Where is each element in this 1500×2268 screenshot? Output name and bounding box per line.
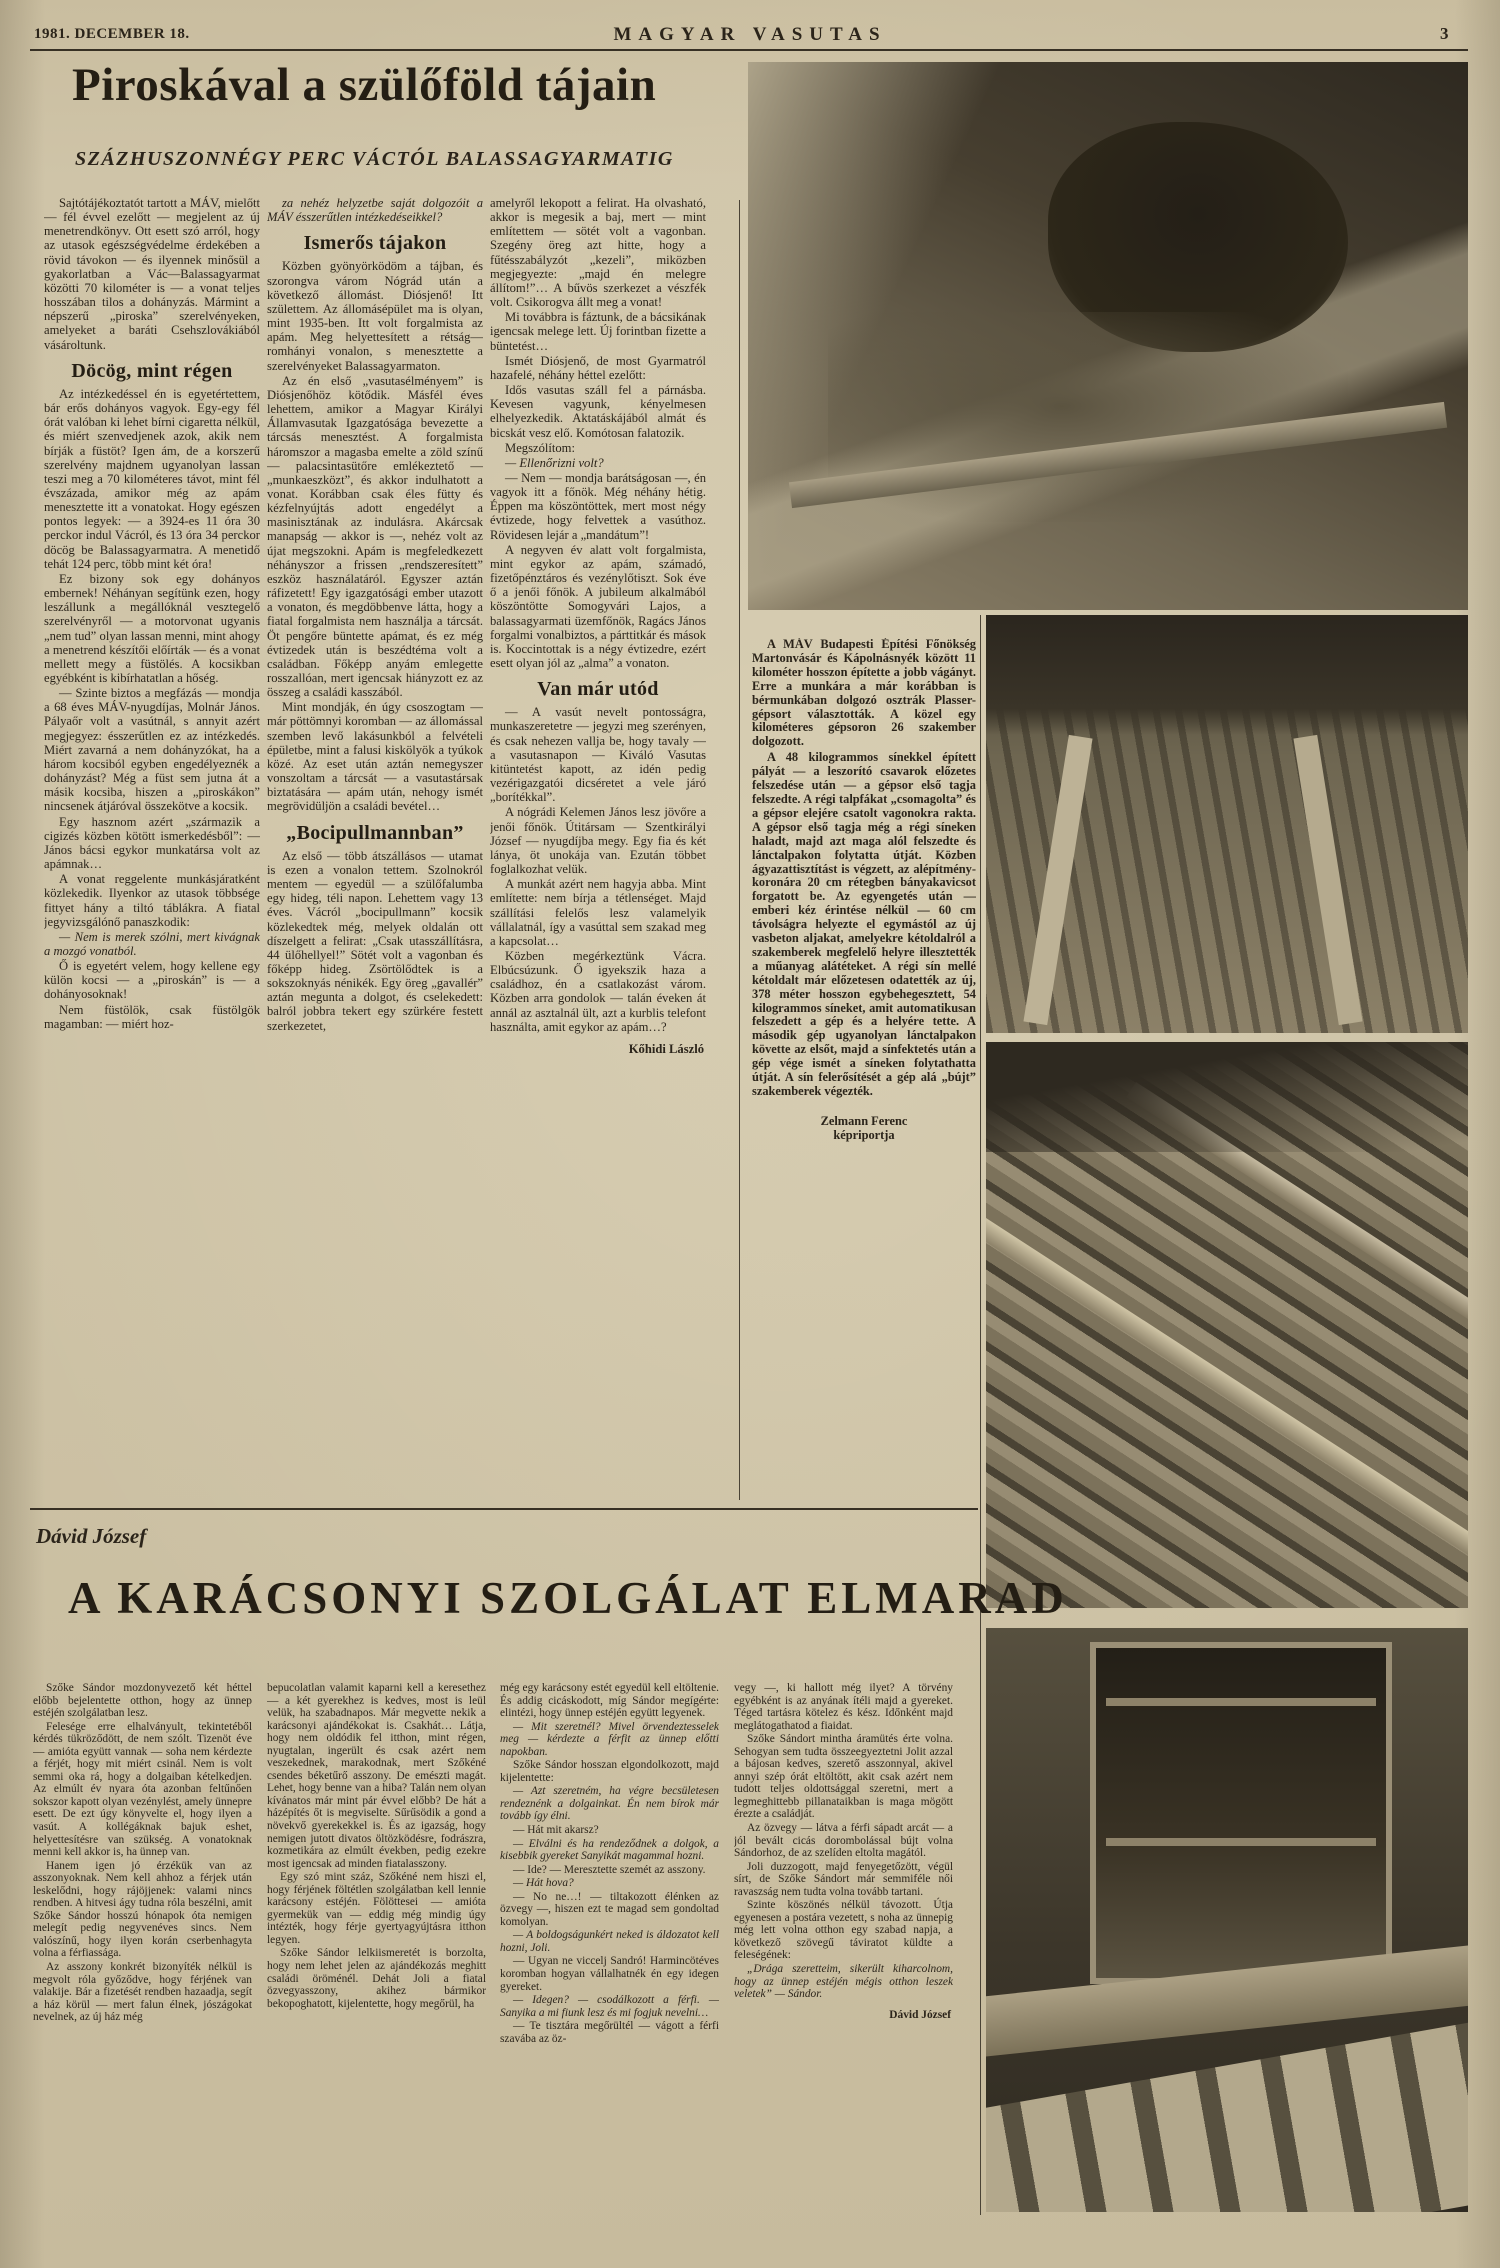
- paragraph: A MÁV Budapesti Építési Főnökség Martonvásár és Kápolnásnyék között 11 kilométer hosszon építette a jobb vágányt. Erre a munkára a már korábban is bérmunkában dolgozó osztrák Plasser-gépsort választották. A közel egy kilométeres gépsoron 26 szakember dolgozott.: [752, 638, 976, 749]
- photo-new-track-diagonal: [986, 1042, 1468, 1608]
- paragraph: Nem füstölök, csak füstölgök magamban: — miért hoz-: [44, 1002, 260, 1031]
- paragraph: — Mit szeretnél? Mivel örvendeztesselek meg — kérdezte a férfit az ünnep előtti napokban.: [500, 1720, 719, 1758]
- paragraph: Joli duzzogott, majd fenyegetőzött, végül sírt, de Szőke Sándort már semmiféle női ravaszság nem tudta volna tovább tartani.: [734, 1860, 953, 1898]
- article2-title: A KARÁCSONYI SZOLGÁLAT ELMARAD: [68, 1573, 1068, 1623]
- paragraph: — Azt szeretném, ha végre becsületesen rendeznénk a dolgainkat. Én nem bírok már tovább így élni.: [500, 1785, 719, 1823]
- article2-column-3: [500, 1682, 719, 2230]
- paragraph: Az első — több átszállásos — utamat is ezen a vonalon tettem. Szolnokról mentem — egyedül — a szülőfalumba egy hideg, téli napon. Lehettem vagy 13 éves. Vácról „bocipullmann” kocsik közlekedtek még, melyek oldalán ott díszelgett a felirat: „Csak utasszállításra, 44 ülőhellyel!” Sötét volt a vagonban és főképp hideg. Zsörtölődtek is a sokszoknyás nénikék. Egy öreg „gavallér” aztán megunta a dolgot, és cselekedett: balról jobbra tekert egy szürkére festett szerkezetet,: [267, 848, 483, 1033]
- photo-credit: Zelmann Ferenc: [820, 1113, 908, 1128]
- paragraph: — Szinte biztos a megfázás — mondja a 68 éves MÁV-nyugdíjas, Molnár János. Pályaőr volt a vasútnál, s annyit azért megjegyez: ésszerűtlen ez az intézkedés. Miért zavarná a nem dohányzókat, ha a három kocsiból egyben engedélyeznék a dohányzást? Még a füst sem jutna át a másik kocsiba, hiszen a „piroskákon” nincsenek átjáróval összekötve a kocsik.: [44, 686, 260, 814]
- paragraph: Az özvegy — látva a férfi sápadt arcát — a jól bevált cicás dorombolással bújt volna Sándorhoz, de az szelíden eltolta magától.: [734, 1822, 953, 1860]
- article1-subtitle: SZÁZHUSZONNÉGY PERC VÁCTÓL BALASSAGYARMATIG: [75, 148, 674, 170]
- photo-wagon-doorway: [986, 1628, 1468, 2212]
- header-rule: [30, 49, 1468, 51]
- section-heading: Ismerős tájakon: [303, 232, 447, 255]
- section-heading: Döcög, mint régen: [71, 359, 233, 382]
- paragraph: Mi továbbra is fáztunk, de a bácsikának igencsak melege lett. Új forintban fizette a büntetést…: [490, 310, 706, 353]
- paragraph: még egy karácsony estét egyedül kell eltöltenie. És addig cicáskodott, míg Sándor megígérte: elintézi, hogy ünnep estéjén együtt legyenek.: [500, 1682, 719, 1720]
- page-date: 1981. DECEMBER 18.: [34, 26, 190, 42]
- section-heading: „Bocipullmannban”: [286, 821, 464, 844]
- article1-title: Piroskával a szülőföld tájain: [72, 59, 657, 111]
- photo-door-rail-bar-2: [1106, 1838, 1376, 1846]
- paragraph: Ismét Diósjenő, de most Gyarmatról hazafelé, néhány héttel ezelőtt:: [490, 353, 706, 382]
- article1-column-1: [44, 196, 260, 1502]
- paragraph: Ő is egyetért velem, hogy kellene egy külön kocsi — a „piroskán” is — a dohányosoknak!: [44, 959, 260, 1002]
- paragraph: — Nem is merek szólni, mert kivágnak a mozgó vonatból.: [44, 929, 260, 958]
- author-signature: Kőhidi László: [628, 1041, 704, 1056]
- paragraph: — Te tisztára megőrültél — vágott a férfi szavába az öz-: [500, 2020, 719, 2045]
- paragraph: Mint mondják, én úgy csoszogtam — már pöttömnyi koromban — az állomással szemben levő lakásunkból a felvételi épületbe, mint a falusi kiskölyök a tyúkok közé. Az eset után aztán nemegyszer vonszoltam a tárcsát — a vasutastársak biztatására — apám után, nehogy ismét megrövidüljön a családi bevétel…: [267, 700, 483, 814]
- paragraph: Sajtótájékoztatót tartott a MÁV, mielőtt — fél évvel ezelőtt — megjelent az új menetrendkönyv. Ott esett szó arról, hogy az utasok egészségvédelme érdekében a rövid távokon — és ilyennek minősül a gyakorlatban a Vác—Balassagyarmat közötti 70 kilométer is — a vonat teljes hosszában tilos a dohányzás. Mármint a népszerű „piroska” szerelvényeken, amelyeket a baráti Csehszlovákiából vásároltunk.: [44, 196, 260, 352]
- article2-column-1: [33, 1682, 252, 2230]
- paragraph: za nehéz helyzetbe saját dolgozóit a MÁV ésszerűtlen intézkedéseikkel?: [267, 196, 483, 225]
- paragraph: A nógrádi Kelemen János lesz jövőre a jenői főnök. Útitársam — Szentkirályi József — nyugdíjba megy. Egy fia és két lánya, öt unokája van. Ezután többet foglalkozhat velük.: [490, 805, 706, 877]
- author-signature: Dávid József: [889, 2008, 951, 2021]
- paragraph: — Ellenőrizni volt?: [505, 455, 604, 470]
- paragraph: bepucolatlan valamit kaparni kell a keresethez — a két gyerekhez is kedves, most is leül velük, ha szabadnapos. Már megvette nekik a karácsonyi ajándékokat is. Csakhát… Látja, hogy nem oldódik fel itthon, mint régen, nyugtalan, ingerült és csak azért nem veszekednek, marakodnak, mert Szőkéné csendes béketűrő asszony. De emészti magát. Lehet, hogy benne van a hiba? Talán nem olyan kívánatos már mint pár évvel előbb? De hát a házépítés őt is megviselte. Sűrűsödik a gond a növekvő gyerekekkel is. És az igazság, hogy nemigen jutott divatos öltözködésre, fodrászra, kozmetikára az elmúlt években, pedig ezekre most igencsak ad minden fiatalasszony.: [267, 1682, 486, 1870]
- photo-gantry: [986, 615, 1468, 735]
- paragraph: — Nem — mondja barátságosan —, én vagyok itt a főnök. Még néhány hétig. Éppen ma köszöntöttek, mert most négy évtizede, hogy felvettek a vasúthoz. Rövidesen lejár a „mandátum”!: [490, 470, 706, 542]
- article2-column-4: [734, 1682, 953, 2230]
- paragraph: Idős vasutas száll fel a párnásba. Kevesen vagyunk, kényelmesen elhelyezkedik. Aktatáskájából almát és bicskát vesz elő. Komótosan falatozik.: [490, 383, 706, 440]
- paragraph: A negyven év alatt volt forgalmista, mint egykor az apám, számadó, fizetőpénztáros és vezénylőtiszt. Sok éve ő a jenői főnök. A jubileum alkalmából köszöntötte Somogyvári Lajos, a balassagyarmati üzemfőnök, Ragács János forgalmi vonalbiztos, a párttitkár és mások is. Koccintottak is a négy évtizedre, ezért esett olyan jól az „alma” a vonaton.: [490, 542, 706, 670]
- paragraph: Szőke Sándor lelkiismeretét is borzolta, hogy nem lehet jelen az ajándékozás meghitt családi öröménél. Dehát Joli a fiatal özvegyasszony, akihez bármikor bekopoghatott, kijelentette, hogy megőrül, ha: [267, 1947, 486, 2010]
- paragraph: Az én első „vasutasélményem” is Diósjenőhöz kötődik. Másfél éves lehettem, amikor a Magyar Királyi Államvasutak Igazgatósága bevezette a tárcsás menesztést. A forgalmista háromszor a magasba emelte a zöld színű — palacsintasütőre emlékeztető — „munkaeszközt”, és akkor indulhatott a vonat. Korábban csak éles fütty és kézfelnyújtás adott engedélyt a masinisztának az indulásra. Akárcsak manapság — akkor is —, nehéz volt az újat megszokni. Apám is megfeledkezett néhányszor a frissen „rendszeresített” eszköz használatáról. Egyszer aztán ráfizetett! Egy igazgatósági ember utazott a vonaton, és megdöbbenve látta, hogy a fiatal forgalmista nem használja a tárcsát. Öt pengőre büntette apámat, és ez még évtizedek után is beszédtéma volt a családban. Főképp anyám emlegette rosszallóan, mert igencsak hiányzott ez az összeg a családi kasszából.: [267, 373, 483, 700]
- paragraph: Hanem igen jó érzékük van az asszonyoknak. Nem kell ahhoz a férjek után leskelődni, hogy rájöjjenek: valami nincs rendben. A hitvesi ágy tudna róla beszélni, amit Szőke Sándor hosszú hónapok óta nemigen melegít pedig negyvenéves sincs. Nem valószínű, hogy ilyen korán cserbenhagyta volna a férfiassága.: [33, 1859, 252, 1960]
- photo-machine-on-rails: [986, 615, 1468, 1033]
- article1-column-2: [267, 196, 483, 1502]
- paragraph: „Drága szeretteim, sikerült kiharcolnom, hogy az ünnep estéjén mégis otthon leszek veletek” — Sándor.: [734, 1963, 953, 2001]
- photo-door-rail-bar-1: [1106, 1698, 1376, 1706]
- paragraph: Szinte köszönés nélkül távozott. Útja egyenesen a postára vezetett, s noha az ünnepig még lett volna otthon egy szabad napja, a következő szövegű táviratot küldte a feleségének:: [734, 1899, 953, 1962]
- paragraph: Az intézkedéssel én is egyetértettem, bár erős dohányos vagyok. Egy-egy fél órát valóban ki lehet bírni cigaretta nélkül, és miért szenvedjenek azok, akik nem bírják a füstöt? Igen ám, de a korszerű szerelvény majdnem ugyanolyan lassan teszi meg a 70 kilométeres távot, mint fél évszázada, amikor még az apám menesztette itt a vonatokat. Hogy egészen pontos legyek: — a 3924-es 11 óra 30 perckor indul Vácról, és 13 óra 34 perckor döcög be Balassagyarmatra. A menetidő tehát 124 perc, több mint két óra!: [44, 386, 260, 571]
- paragraph: — Idegen? — csodálkozott a férfi. — Sanyika a mi fiunk lesz és mi fogjuk nevelni…: [500, 1994, 719, 2019]
- photo-credit-role: képriportja: [833, 1127, 895, 1142]
- photo-essay-caption: [752, 638, 976, 1504]
- paragraph: Egy hasznom azért „származik a cigizés közben kötött ismerkedésből”: — János bácsi egykor munkatársa volt az apámnak…: [44, 814, 260, 872]
- paragraph: — A vasút nevelt pontosságra, munkaszeretetre — jegyzi meg szerényen, és csak nehezen vallja be, hogy tavaly — a vasutasnapon — Kiváló Vasutas kitüntetést kapott, az idén pedig vezérigazgatói dicséretet a vele járó „borítékkal”.: [490, 705, 706, 805]
- paragraph: Közben megérkeztünk Vácra. Elbúcsúzunk. Ő igyekszik haza a családhoz, én a csatlakozást várom. Közben arra gondolok — talán éveken át annál az asztalnál ült, azt a kurblis telefont használta, amit egykor az apám…?: [490, 948, 706, 1034]
- article2-byline: Dávid József: [36, 1524, 147, 1548]
- section-heading: Van már utód: [537, 678, 659, 701]
- article2-column-2: [267, 1682, 486, 2230]
- paragraph: Szőke Sándor hosszan elgondolkozott, majd kijelentette:: [500, 1759, 719, 1784]
- paragraph: Megszólítom:: [505, 440, 575, 455]
- paragraph: — Ide? — Meresztette szemét az asszony.: [513, 1863, 706, 1876]
- paragraph: Az asszony konkrét bizonyíték nélkül is megvolt róla győződve, hogy férjének van valakije. Bár a fizetését rendben hazaadja, segít a ház körül — mert falun élnek, jószágokat nevelnek, az új ház még: [33, 1961, 252, 2024]
- paragraph: Egy szó mint száz, Szőkéné nem hiszi el, hogy férjének föltétlen szolgálatban kell lennie karácsony estéjén. Fölöttesei — amióta gyermekük van — eddig még mindig úgy intézték, hogy férje gyertyagyújtásra itthon legyen.: [267, 1871, 486, 1946]
- photo-worker-track-machine: [748, 62, 1468, 610]
- paragraph: vegy —, ki hallott még ilyet? A törvény egyébként is az anyának ítéli majd a gyereket. Téged tartásra kötelez és kész. Időnként majd meglátogathatod a fiaidat.: [734, 1682, 953, 1732]
- column-divider-rule: [739, 200, 740, 1500]
- paragraph: A 48 kilogrammos sínekkel épített pályát — a leszorító csavarok előzetes felszedése után — a gépsor első tagja felszedte. A régi talpfákat „csomagolta” és a gépsor elejére csatolt vagonokra rakta. A gépsor első tagja még a régi síneken haladt, majd azt maga alól felszedte és lánctalpakon folytatta útját. Közben ágyazattisztítást is végzett, az alépítmény-koronára 20 cm rétegben bányakavicsot forgatott be. Az egyengetés után — emberi kéz érintése nélkül — 60 cm távolságra helyezte el egymástól az új vasbeton aljakat, amelyekre kétoldalról a szakemberek megfelelő helyre illesztették a műanyag alátéteket. A régi sín mellé kétoldalt már előzetesen odatették az új, 378 méter hosszon egybehegesztett, 54 kilogrammos síneket, amit automatikusan felszedett a gép és a helyére tette. A második gép ugyanolyan lánctalpakon követte az elsőt, majd a sínfektetés után a gép vége ismét a síneken folytathatta útját. A sín felerősítését a gép alá „bújt” szakemberek végezték.: [752, 750, 976, 1098]
- paragraph: — Hát hova?: [513, 1877, 574, 1890]
- paragraph: Közben gyönyörködöm a tájban, és szorongva várom Nógrád után a következő állomást. Diósjenő! Itt születtem. Az állomásépület ma is olyan, mint 1935-ben. Itt volt forgalmista az apám. Meg helyettesített a rétság—romhányi vonalon, s menesztette a szerelvényeket Balassagyarmaton.: [267, 259, 483, 373]
- paragraph: Ez bizony sok egy dohányos embernek! Néhányan segítünk ezen, hogy leszállunk a megállóknál vesztegelő szerelvényről — a motorvonat ugyanis „nem tud” olyan lassan menni, mint ahogy a menetrend készítői előírták — és a vonat mellett megy a füstölés. A kocsikban egyébként is kibírhatatlan a hőség.: [44, 571, 260, 685]
- paragraph: — Hát mit akarsz?: [513, 1824, 599, 1837]
- paragraph: A munkát azért nem hagyja abba. Mint említette: nem bírja a tétlenséget. Majd szállítási felelős lesz valamelyik vállalatnál, így a vasúttal sem szakad meg a kapcsolat…: [490, 877, 706, 948]
- paragraph: — Ugyan ne viccelj Sandró! Harmincötéves koromban hogyan vállalhatnék én egy idegen gyereket.: [500, 1955, 719, 1993]
- paragraph: — A boldogságunkért neked is áldozatot kell hozni, Joli.: [500, 1929, 719, 1954]
- photo-flatcar-dark-edge: [986, 1042, 1468, 1152]
- paragraph: Felesége erre elhalványult, tekintetéből kérdés tükröződött, de nem szólt. Tizenöt éve — amióta együtt vannak — soha nem kérdezte a férjét, hogy mit miért csinál. Nem is volt semmi oka rá, hogy a dolgaiban kételkedjen. Az elmúlt év nyara óta azonban feltűnően sokszor kapott olyan vezénylést, amely ünnepre esett. De ezt úgy könyvelte el, hogy ilyen a vasút. A kollégáknak bajuk eshet, helyettesítésre van szükség. A vonatoknak menni kell akkor is, ha ünnep van.: [33, 1720, 252, 1859]
- article1-column-3: [490, 196, 706, 1502]
- article2-separator-rule: [30, 1508, 978, 1510]
- photo-strip-divider-rule: [980, 615, 981, 2215]
- paragraph: Szőke Sándort mintha áramütés érte volna. Sehogyan sem tudta összeegyeztetni Jolit azzal a bájosan kedves, szerető asszonnyal, akivel annyi szép órát eltöltött, akit csak azért nem tudott teljes oldottsággal szeretni, mert a legmeghittebb pillanataikban is maga mögött érezte a családját.: [734, 1733, 953, 1821]
- masthead: MAGYAR VASUTAS: [613, 24, 887, 45]
- paragraph: A vonat reggelente munkásjáratként közlekedik. Ilyenkor az utasok többsége fittyet hány a tiltó táblákra. A fiatal jegyvizsgálónő panaszkodik:: [44, 872, 260, 929]
- paragraph: — No ne…! — tiltakozott élénken az özvegy —, hiszen ezt te magad sem gondoltad komolyan.: [500, 1890, 719, 1928]
- paragraph: amelyről lekopott a felirat. Ha olvasható, akkor is megesik a baj, mert — mint említettem — sötét volt a vagonban. Szegény öreg azt hitte, hogy a fűtésszabályzót „kezeli”, miközben megjegyezte: „majd én melegre állítom!”… A bűvös szerkezet a vészfék volt. Csikorogva állt meg a vonat!: [490, 196, 706, 310]
- paragraph: Szőke Sándor mozdonyvezető két héttel előbb bejelentette otthon, hogy az ünnep estéjén szolgálatban lesz.: [33, 1682, 252, 1720]
- page-number: 3: [1440, 24, 1449, 43]
- paragraph: — Elválni és ha rendeződnek a dolgok, a kisebbik gyereket Sanyikát magammal hozni.: [500, 1837, 719, 1863]
